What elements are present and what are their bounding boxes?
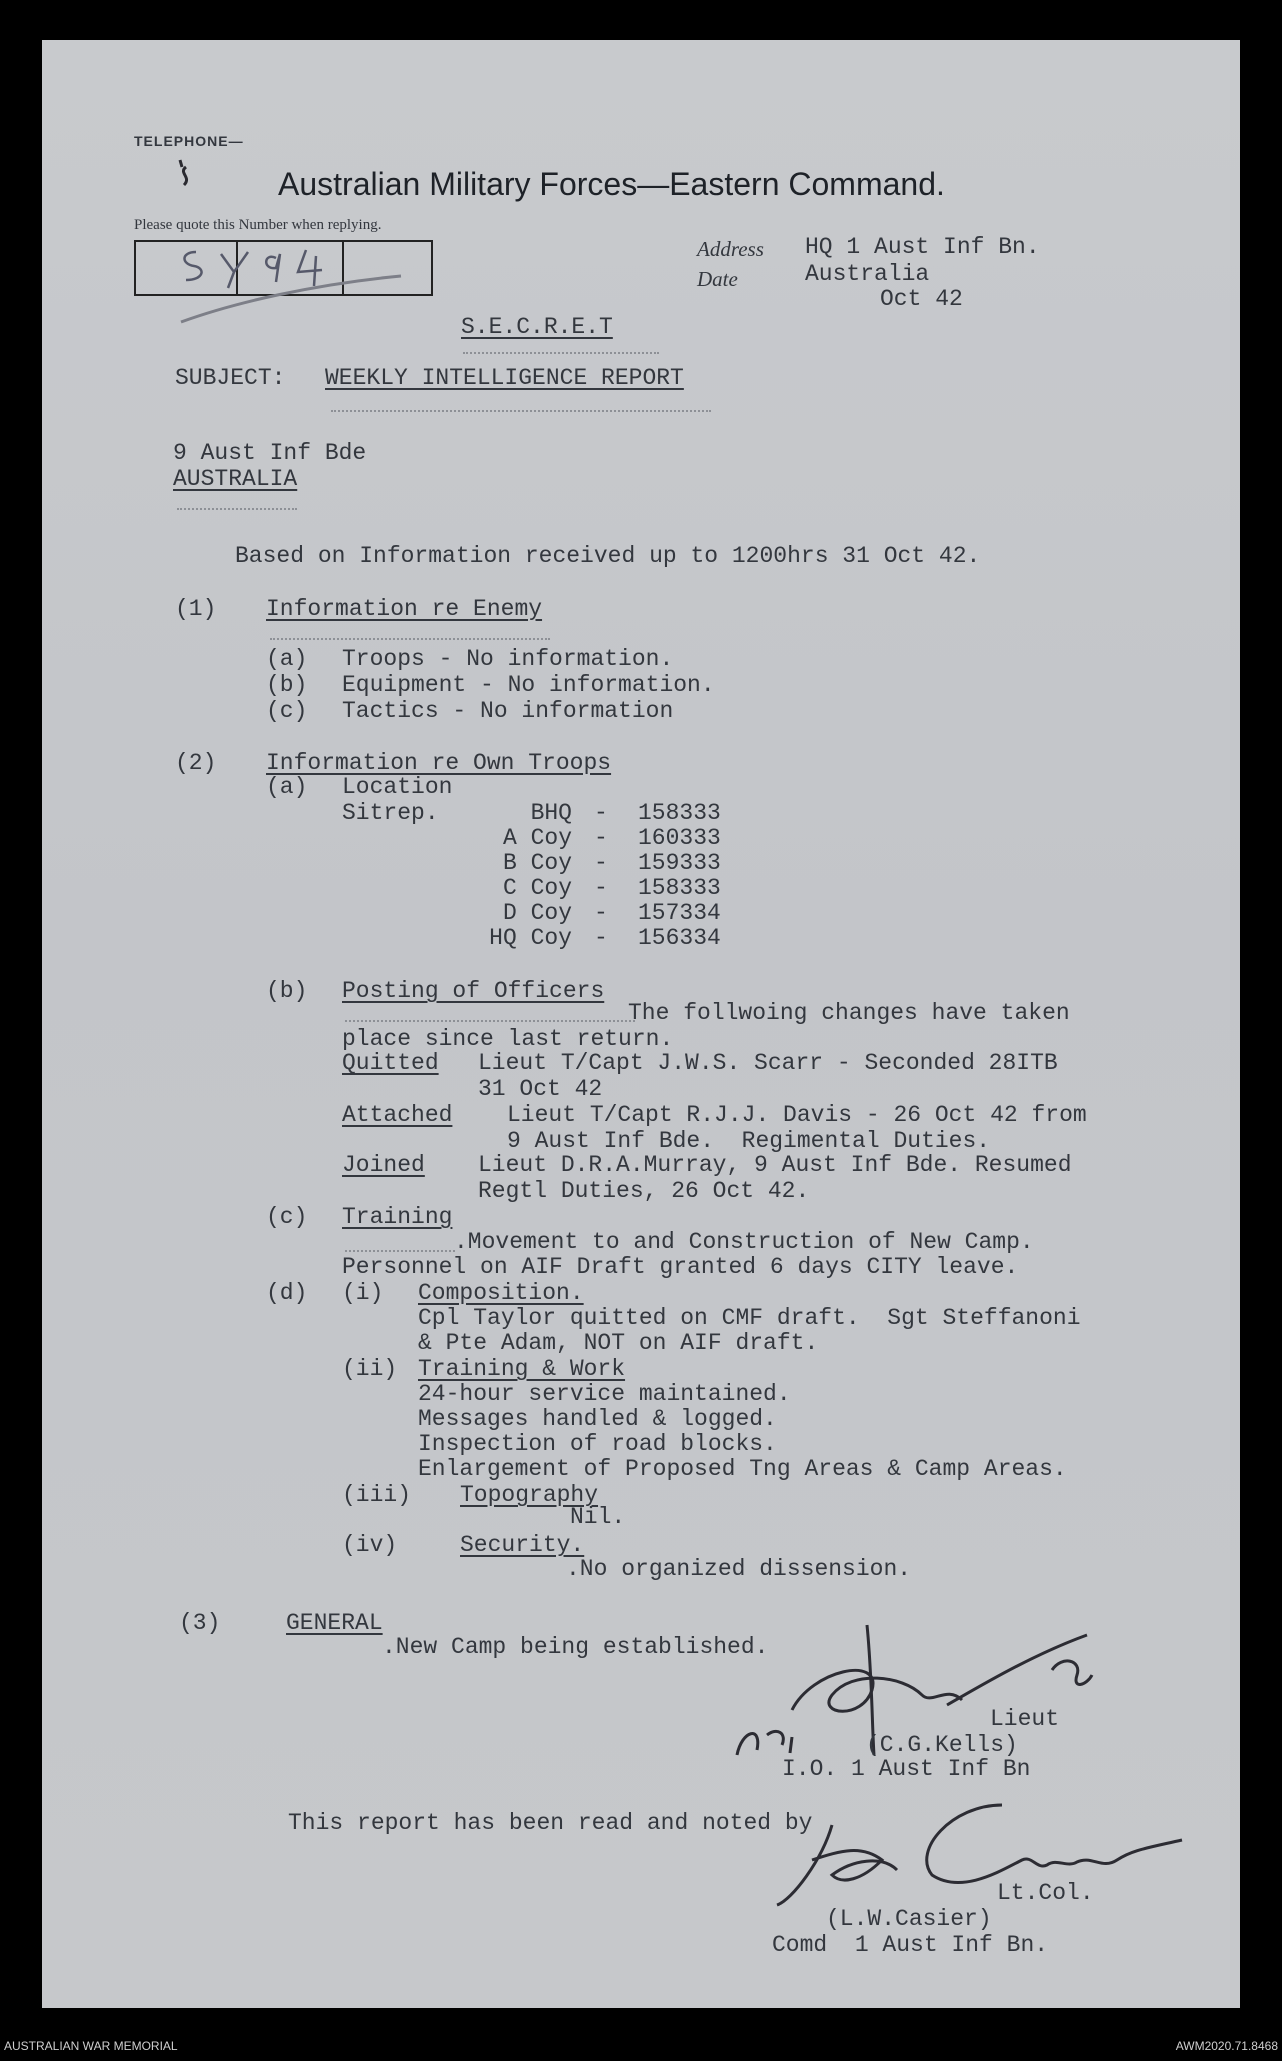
signature1-role: I.O. 1 Aust Inf Bn xyxy=(782,1756,1031,1782)
sitrep-grid-ref: 159333 xyxy=(638,850,721,876)
section2d-iii-text: Nil. xyxy=(570,1504,626,1530)
sitrep-dash: - xyxy=(594,900,608,926)
section2b-letter: (b) xyxy=(266,978,308,1004)
section2d-ii-num: (ii) xyxy=(342,1356,398,1382)
section3-number: (3) xyxy=(179,1610,221,1636)
section3-text: .New Camp being established. xyxy=(382,1634,769,1660)
section2d-letter: (d) xyxy=(266,1280,308,1306)
section1-item-b-letter: (b) xyxy=(266,672,308,698)
noted-by-text: This report has been read and noted by xyxy=(288,1810,813,1836)
reference-handwriting xyxy=(176,240,406,310)
subject-value: WEEKLY INTELLIGENCE REPORT xyxy=(325,365,684,391)
section2b-title: Posting of Officers xyxy=(342,978,605,1004)
section2d-iv-title: Security. xyxy=(460,1532,585,1558)
section1-item-a-letter: (a) xyxy=(266,646,308,672)
section2d-i-text1: Cpl Taylor quitted on CMF draft. Sgt Steffanoni xyxy=(418,1305,1081,1331)
classification: S.E.C.R.E.T xyxy=(461,314,613,340)
address-value: HQ 1 Aust Inf Bn. xyxy=(805,234,1040,260)
section2d-iii-num: (iii) xyxy=(342,1482,412,1508)
addressee-line1: 9 Aust Inf Bde xyxy=(173,440,367,466)
section1-item-b: Equipment - No information. xyxy=(342,672,715,698)
sitrep-grid-ref: 156334 xyxy=(638,925,721,951)
sitrep-label: Sitrep. xyxy=(342,800,439,826)
joined-text2: Regtl Duties, 26 Oct 42. xyxy=(478,1178,810,1204)
section3-heading: GENERAL xyxy=(286,1610,383,1636)
subject-label: SUBJECT: xyxy=(175,365,286,391)
reference-number-box xyxy=(134,240,433,296)
attached-label: Attached xyxy=(342,1102,453,1128)
section2d-ii-title: Training & Work xyxy=(418,1356,626,1382)
noted-role: Comd 1 Aust Inf Bn. xyxy=(772,1932,1049,1958)
section2b-intro1: The follwoing changes have taken xyxy=(628,1000,1070,1026)
sitrep-dash: - xyxy=(594,875,608,901)
attached-text2: 9 Aust Inf Bde. Regimental Duties. xyxy=(507,1128,991,1154)
quitted-label: Quitted xyxy=(342,1050,439,1076)
date-label: Date xyxy=(697,267,738,291)
section2c-letter: (c) xyxy=(266,1204,308,1230)
sitrep-dash: - xyxy=(594,850,608,876)
sitrep-unit: B Coy xyxy=(502,850,572,876)
footer-right: AWM2020.71.8468 xyxy=(1175,2039,1278,2053)
section2a-title: Location xyxy=(342,774,453,800)
section2c-text1: .Movement to and Construction of New Camp. xyxy=(454,1229,1034,1255)
section2d-iii-title: Topography xyxy=(460,1482,599,1508)
section2d-ii-line3: Inspection of road blocks. xyxy=(418,1431,777,1457)
sitrep-dash: - xyxy=(594,800,608,826)
section1-item-a: Troops - No information. xyxy=(342,646,674,672)
section2d-ii-line1: 24-hour service maintained. xyxy=(418,1381,791,1407)
date-value: Oct 42 xyxy=(880,286,963,312)
noted-rank: Lt.Col. xyxy=(997,1880,1094,1906)
quitted-text1: Lieut T/Capt J.W.S. Scarr - Seconded 28ITB xyxy=(478,1050,1058,1076)
letterhead-title: Australian Military Forces—Eastern Command. xyxy=(278,166,945,202)
section2a-letter: (a) xyxy=(266,774,308,800)
quitted-text2: 31 Oct 42 xyxy=(478,1076,603,1102)
telephone-label: TELEPHONE— xyxy=(134,133,244,149)
section2b-intro2: place since last return. xyxy=(342,1026,674,1052)
attached-text1: Lieut T/Capt R.J.J. Davis - 26 Oct 42 from xyxy=(507,1102,1087,1128)
signature1-name: (C.G.Kells) xyxy=(866,1732,1018,1758)
sitrep-grid-ref: 158333 xyxy=(638,800,721,826)
section1-number: (1) xyxy=(175,596,217,622)
joined-text1: Lieut D.R.A.Murray, 9 Aust Inf Bde. Resumed xyxy=(478,1152,1072,1178)
section2d-i-text2: & Pte Adam, NOT on AIF draft. xyxy=(418,1330,819,1356)
address-label: Address xyxy=(697,237,764,261)
section2d-i-title: Composition. xyxy=(418,1280,584,1306)
section2d-iv-text: .No organized dissension. xyxy=(566,1556,912,1582)
sitrep-unit: HQ Coy xyxy=(489,925,572,951)
sitrep-grid-ref: 160333 xyxy=(638,825,721,851)
signature1-rank: Lieut xyxy=(990,1706,1060,1732)
section2c-text2: Personnel on AIF Draft granted 6 days CITY leave. xyxy=(342,1254,1019,1280)
section2d-ii-line2: Messages handled & logged. xyxy=(418,1406,777,1432)
joined-label: Joined xyxy=(342,1152,425,1178)
sitrep-grid-ref: 158333 xyxy=(638,875,721,901)
sitrep-dash: - xyxy=(594,825,608,851)
address-value-2: Australia xyxy=(805,261,930,287)
sitrep-unit: D Coy xyxy=(502,900,572,926)
addressee-line2: AUSTRALIA xyxy=(173,466,298,492)
sitrep-dash: - xyxy=(594,925,608,951)
section2d-ii-line4: Enlargement of Proposed Tng Areas & Camp Areas. xyxy=(418,1456,1067,1482)
sitrep-unit: C Coy xyxy=(502,875,572,901)
section1-heading: Information re Enemy xyxy=(266,596,543,622)
section2-heading: Information re Own Troops xyxy=(266,750,612,776)
noted-name: (L.W.Casier) xyxy=(826,1906,992,1932)
sitrep-unit: A Coy xyxy=(502,825,572,851)
basis-statement: Based on Information received up to 1200hrs 31 Oct 42. xyxy=(235,543,981,569)
footer-left: AUSTRALIAN WAR MEMORIAL xyxy=(4,2039,178,2053)
section2d-iv-num: (iv) xyxy=(342,1532,398,1558)
quote-number-label: Please quote this Number when replying. xyxy=(134,217,382,233)
archive-footer xyxy=(0,2027,1282,2061)
document-page xyxy=(42,40,1240,2008)
section1-item-c-letter: (c) xyxy=(266,698,308,724)
section2c-title: Training xyxy=(342,1204,453,1230)
telephone-handwritten-mark xyxy=(172,155,202,195)
sitrep-unit: BHQ xyxy=(530,800,572,826)
sitrep-grid-ref: 157334 xyxy=(638,900,721,926)
section2-number: (2) xyxy=(175,750,217,776)
section1-item-c: Tactics - No information xyxy=(342,698,674,724)
section2d-i-num: (i) xyxy=(342,1280,384,1306)
